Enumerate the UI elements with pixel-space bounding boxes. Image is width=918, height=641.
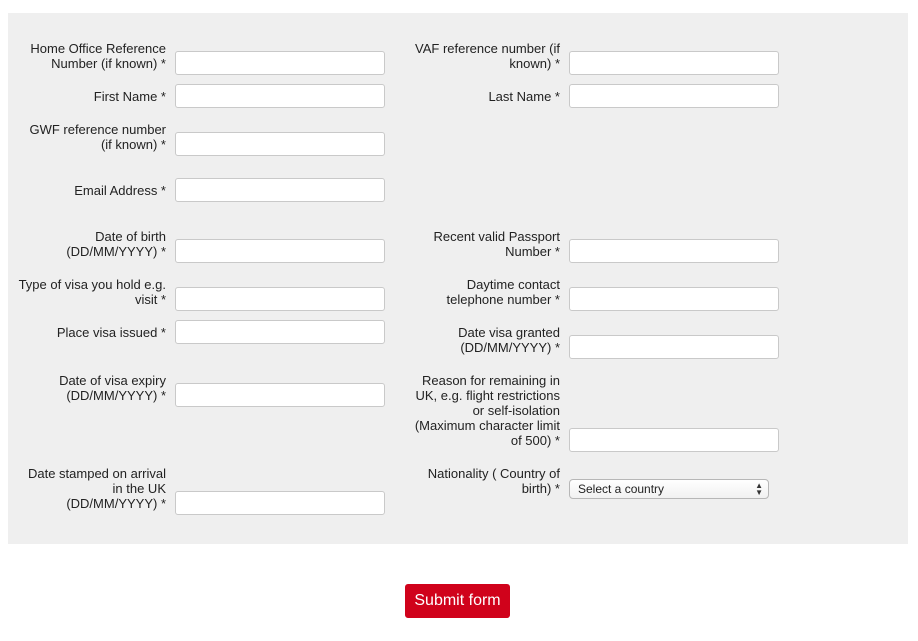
place-visa-input[interactable] <box>175 320 385 344</box>
vaf-ref-label: VAF reference number (if known) * <box>415 41 560 71</box>
home-office-ref-input[interactable] <box>175 51 385 75</box>
date-visa-granted-label: Date visa granted (DD/MM/YYYY) * <box>458 325 560 355</box>
phone-label: Daytime contact telephone number * <box>446 277 560 307</box>
passport-input[interactable] <box>569 239 779 263</box>
first-name-input[interactable] <box>175 84 385 108</box>
visa-expiry-input[interactable] <box>175 383 385 407</box>
last-name-label: Last Name * <box>488 89 560 104</box>
last-name-input[interactable] <box>569 84 779 108</box>
first-name-label: First Name * <box>93 89 166 104</box>
gwf-ref-input[interactable] <box>175 132 385 156</box>
email-label: Email Address * <box>74 183 166 198</box>
dob-label: Date of birth (DD/MM/YYYY) * <box>66 229 166 259</box>
gwf-ref-label: GWF reference number (if known) * <box>29 122 166 152</box>
nationality-select[interactable] <box>569 479 769 499</box>
visa-expiry-label: Date of visa expiry (DD/MM/YYYY) * <box>59 373 166 403</box>
vaf-ref-input[interactable] <box>569 51 779 75</box>
visa-type-label: Type of visa you hold e.g. visit * <box>18 277 166 307</box>
phone-input[interactable] <box>569 287 779 311</box>
passport-label: Recent valid Passport Number * <box>433 229 560 259</box>
dob-input[interactable] <box>175 239 385 263</box>
select-arrows-icon: ▲ ▼ <box>755 481 763 497</box>
date-visa-granted-input[interactable] <box>569 335 779 359</box>
visa-type-input[interactable] <box>175 287 385 311</box>
arrival-date-input[interactable] <box>175 491 385 515</box>
arrival-date-label: Date stamped on arrival in the UK (DD/MM/YYYY) * <box>27 466 166 511</box>
email-input[interactable] <box>175 178 385 202</box>
nationality-select-value: Select a country <box>578 482 665 496</box>
home-office-ref-label: Home Office Reference Number (if known) * <box>30 41 166 71</box>
nationality-label: Nationality ( Country of birth) * <box>427 466 560 496</box>
reason-input[interactable] <box>569 428 779 452</box>
reason-label: Reason for remaining in UK, e.g. flight restrictions or self-isolation (Maximum character limit of 500) * <box>414 373 560 448</box>
submit-button[interactable]: Submit form <box>405 584 510 618</box>
place-visa-label: Place visa issued * <box>56 325 166 340</box>
